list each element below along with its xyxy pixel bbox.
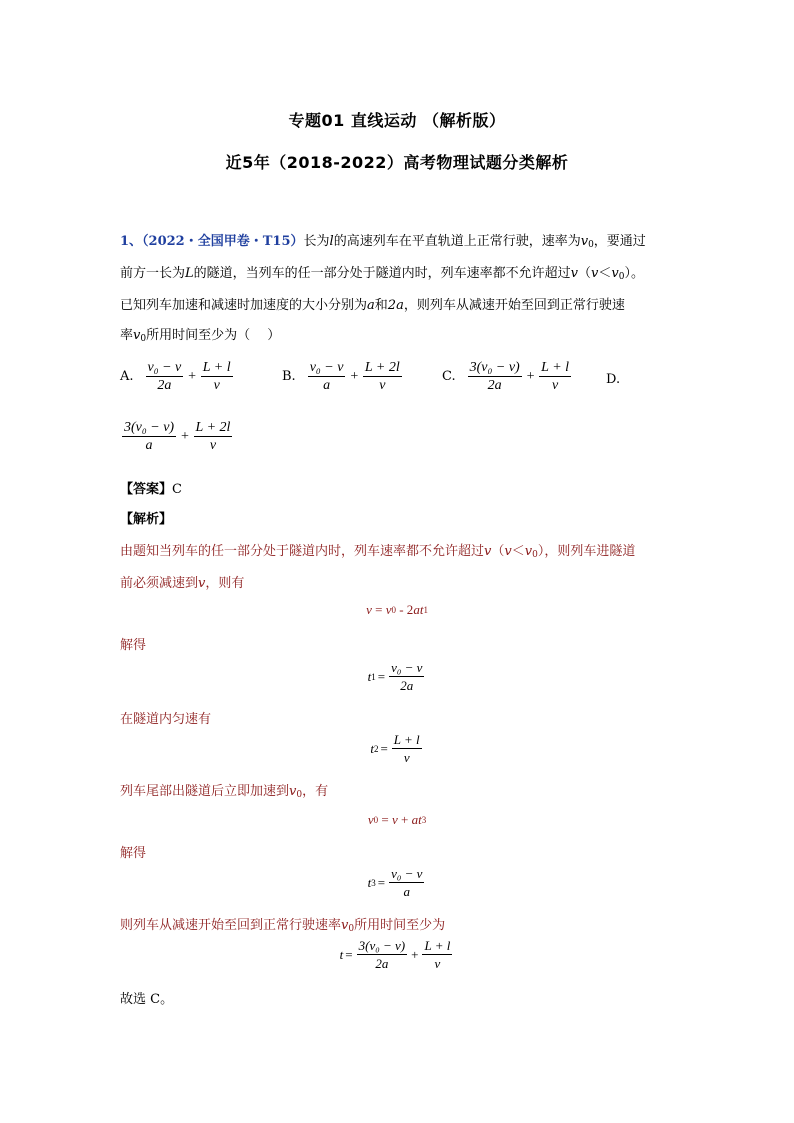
question-line-3: 已知列车加速和减速时加速度的大小分别为a和2a，则列车从减速开始至回到正常行驶速	[120, 298, 625, 313]
document-subtitle: 近5年（2018-2022）高考物理试题分类解析	[225, 153, 569, 172]
equation-2: t 1 = $\frac{\text{v₀ − v}}{2a}$	[367, 660, 423, 693]
equation-3: t 2 = $\frac{L + l}{v}$	[370, 732, 420, 765]
option-b: B. $\frac{\text{v₀ − v}}{a}$ + $\frac{L + 2l}{v}$	[282, 360, 400, 393]
answer-value: C	[172, 482, 182, 497]
analysis-label: 【解析】	[120, 512, 173, 527]
analysis-line-4: 列车尾部出隧道后立即加速到$v_0$，有	[120, 784, 329, 800]
solve-label-2: 解得	[120, 846, 147, 861]
answer-label: 【答案】	[120, 482, 173, 497]
question-source: （2022・全国甲卷・T15）	[142, 234, 304, 249]
conclusion: 故选 C。	[120, 992, 174, 1007]
analysis-line-2: 前必须减速到v，则有	[120, 576, 245, 591]
question-line-1: 1、（2022・全国甲卷・T15）长为l的高速列车在平直轨道上正常行驶，速率为$v_0$，要通过	[120, 234, 646, 250]
analysis-line-3: 在隧道内匀速有	[120, 712, 212, 727]
option-d-label: D.	[606, 372, 621, 387]
option-c: C. $\frac{\text{3(v₀ − v)}}{2a}$ + $\frac{L + l}{v}$	[442, 360, 570, 393]
solve-label-1: 解得	[120, 638, 147, 653]
question-number: 1、	[120, 234, 143, 249]
question-line-4: 率$v_0$所用时间至少为（ ）	[120, 328, 281, 344]
option-d: $\frac{\text{3(v₀ − v)}}{a}$ + $\frac{L + 2l}{v}$	[124, 420, 231, 453]
equation-5: t 3 = $\frac{\text{v₀ − v}}{a}$	[367, 866, 423, 899]
analysis-line-1: 由题知当列车的任一部分处于隧道内时，列车速率都不允许超过$v(v<v_0)$，则列车进隧道	[120, 544, 636, 560]
analysis-line-5: 则列车从减速开始至回到正常行驶速率$v_0$所用时间至少为	[120, 918, 446, 934]
equation-6: t = $\frac{\text{3(v₀ − v)}}{2a}$ + $\frac{L + l}{v}$	[339, 938, 451, 971]
equation-1: v = v 0 - 2 at 1	[366, 602, 428, 617]
document-title: 专题01 直线运动 （解析版）	[288, 111, 506, 130]
option-a: A. $\frac{\text{v₀ − v}}{2a}$ + $\frac{L + l}{v}$	[120, 360, 231, 393]
question-line-2: 前方一长为L的隧道，当列车的任一部分处于隧道内时，列车速率都不允许超过$v(v<v_0)$。	[120, 266, 645, 282]
answer-line	[120, 478, 182, 497]
equation-4: v 0 = v + at 3	[367, 812, 427, 827]
